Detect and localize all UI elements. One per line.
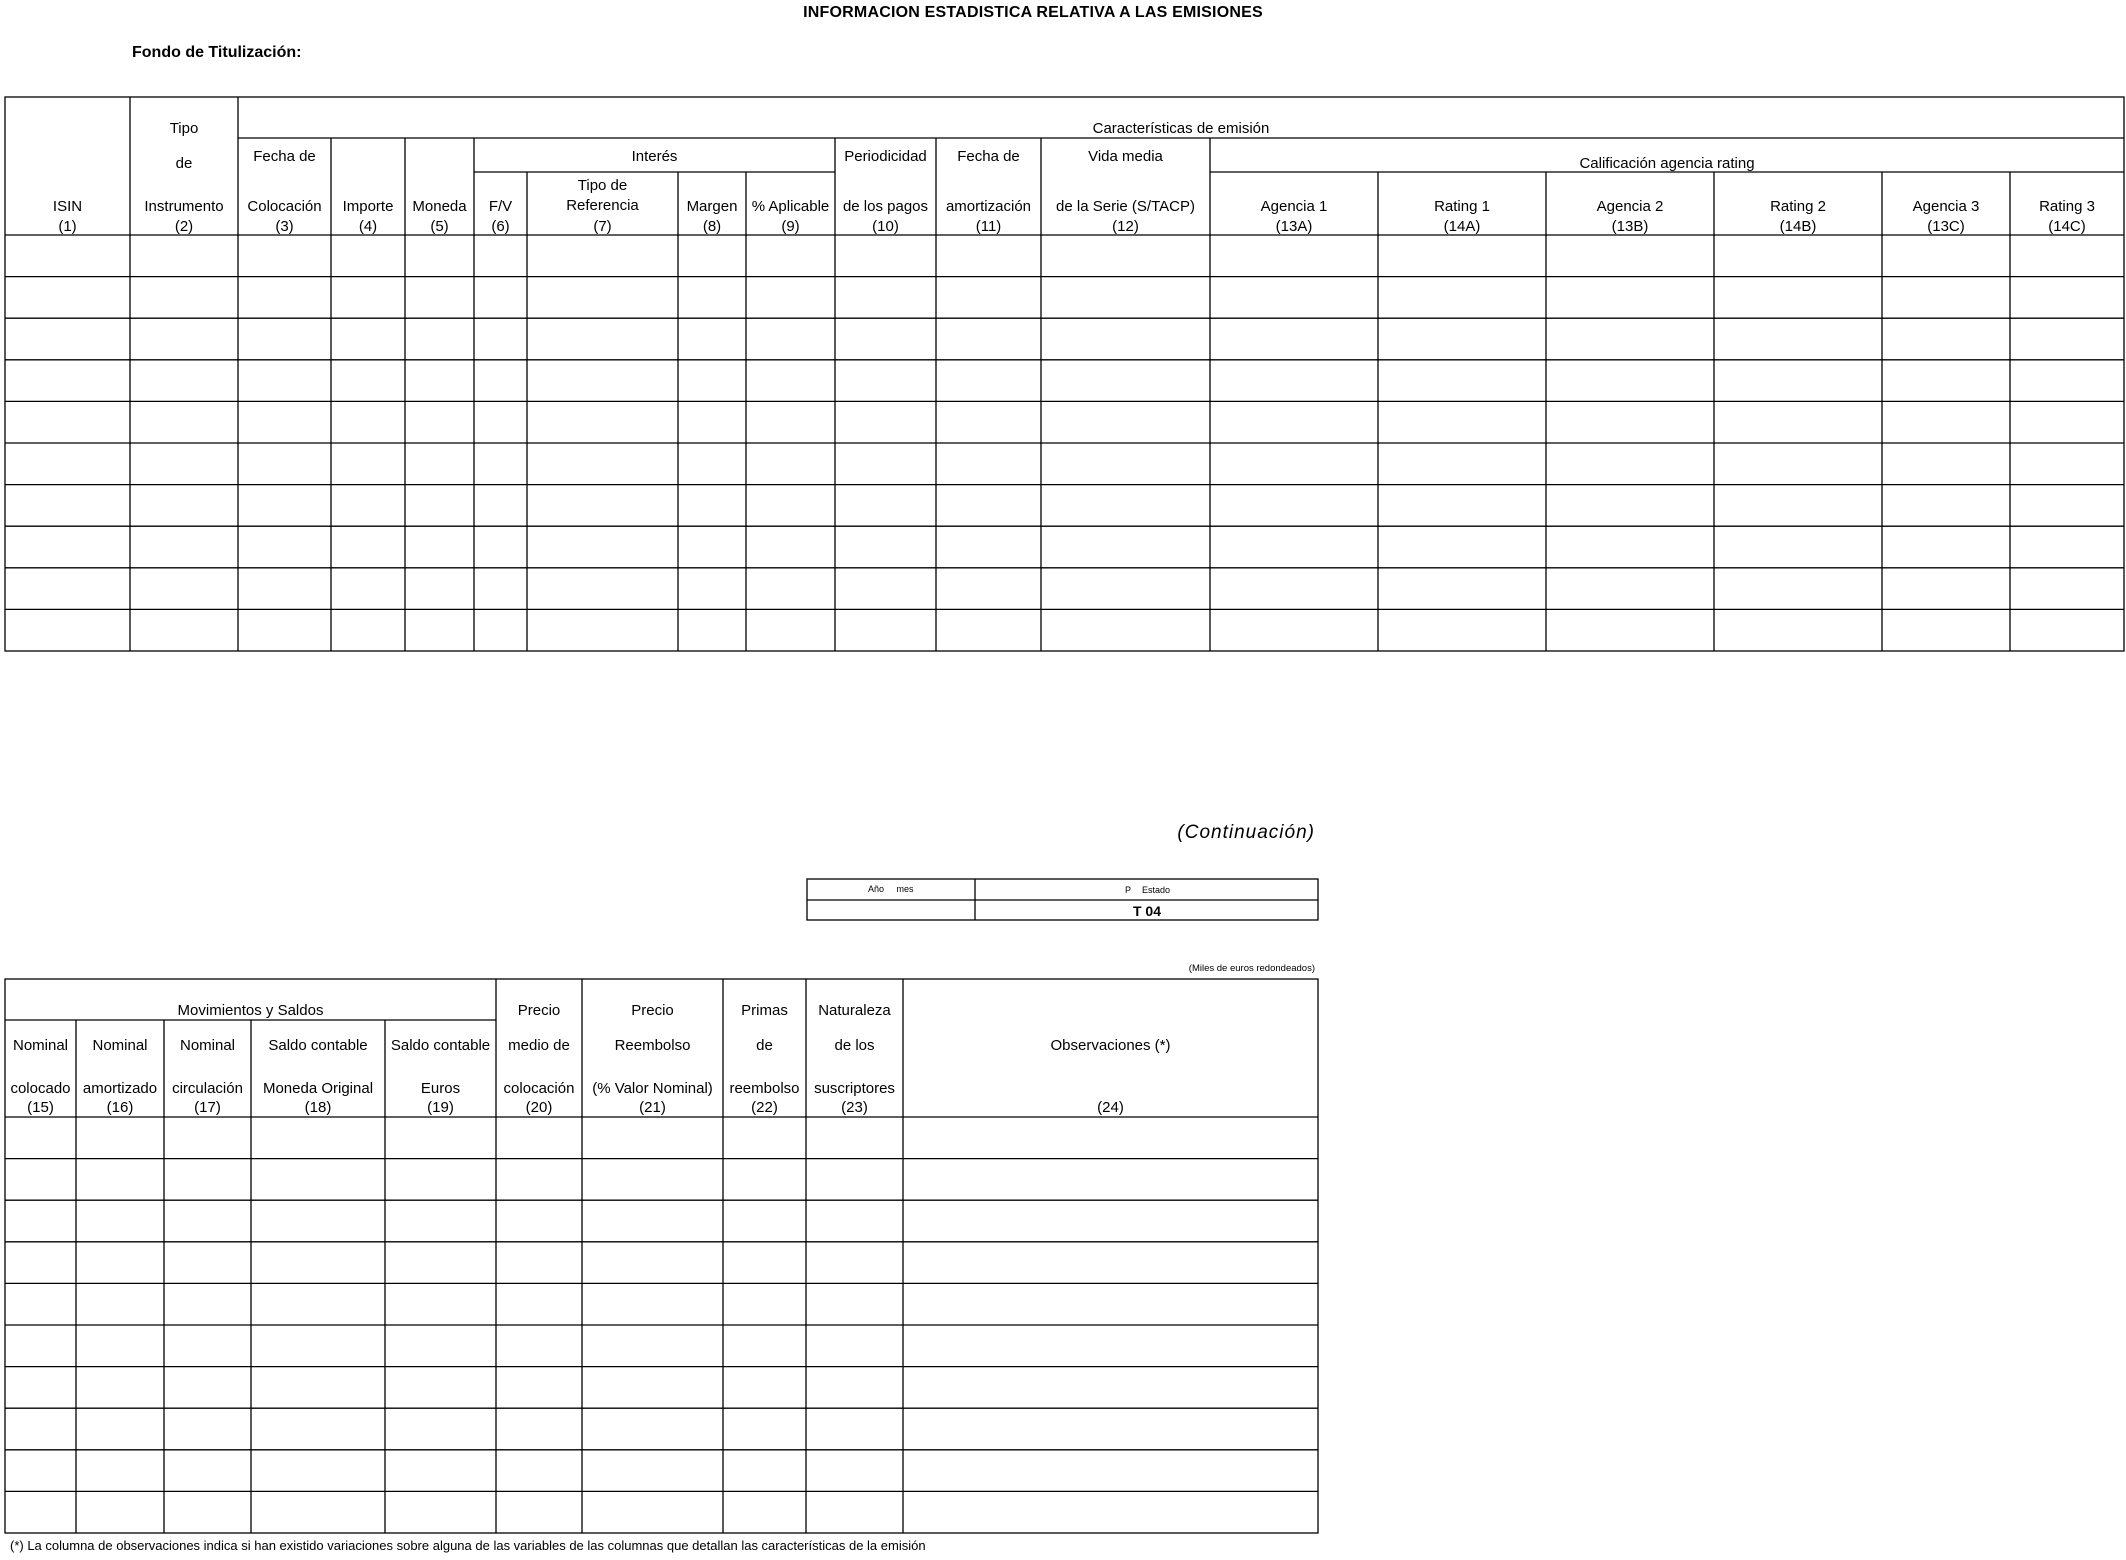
fondo-label: Fondo de Titulización: [132,44,302,61]
column-number: (13A) [1275,218,1313,235]
code-ano-label: Año [867,884,885,894]
group-interes: Interés [631,148,678,165]
column-number: (8) [702,218,722,235]
column-header-line2: amortización [945,198,1032,215]
column-header-line2: Agencia 3 [1912,198,1980,215]
column-header-line2: Instrumento [144,198,224,215]
column-number: (19) [427,1099,454,1116]
group-calificacion: Calificación agencia rating [1579,155,1755,172]
column-header-line1: Nominal [179,1037,236,1054]
column-number: (14A) [1443,218,1481,235]
column-header-line2: Rating 3 [2039,198,2095,215]
column-header-line0: Naturaleza [818,1002,891,1019]
column-number: (2) [174,218,194,235]
column-number: (4) [358,218,378,235]
code-mes-label: mes [896,884,914,894]
column-number: (18) [304,1099,332,1116]
column-number: (13C) [1927,218,1965,235]
column-header-line2: de la Serie (S/TACP) [1056,198,1195,215]
column-header-line2: suscriptores [814,1080,895,1097]
column-header-line1: Saldo contable [390,1037,491,1054]
column-number: (17) [194,1099,221,1116]
column-header-line1: Fecha de [253,148,316,165]
column-header-line2: colocación [503,1080,575,1097]
column-header-line2: % Aplicable [751,198,830,215]
column-header-line2: circulación [172,1080,243,1097]
column-header-line2: F/V [488,198,513,215]
column-header-line0: Precio [517,1002,561,1019]
column-number: (20) [525,1099,553,1116]
column-number: (14B) [1779,218,1817,235]
movements-table [5,979,1318,1533]
column-header-line2: reembolso [729,1080,800,1097]
column-number: (9) [781,218,800,235]
column-header-line1: de [756,1037,773,1054]
column-header-line1: de [175,155,193,172]
code-estado-label: Estado [1141,885,1171,895]
column-number: (11) [975,218,1002,235]
column-header-line2: Euros [420,1080,461,1097]
column-header-line1: de los [834,1037,875,1054]
column-header-line0: Tipo [169,120,199,137]
footnote: (*) La columna de observaciones indica si han existido variaciones sobre alguna de las variables de las columnas que detallan las características de la emisión [10,1538,926,1553]
column-header-line2: Margen [686,198,738,215]
column-number: (6) [491,218,510,235]
column-number: (21) [639,1099,666,1116]
column-header-line1: Reembolso [614,1037,691,1054]
column-number: (22) [751,1099,778,1116]
column-number: (24) [1097,1099,1124,1116]
column-header-line1: Nominal [92,1037,148,1054]
column-header-line2: Importe [342,198,394,215]
code-p-label: P [1124,885,1132,895]
column-header-line2: amortizado [82,1080,158,1097]
column-number: (12) [1112,218,1139,235]
units-note: (Miles de euros redondeados) [1188,963,1315,974]
column-header-line1: Fecha de [957,148,1020,165]
column-header-line1: Observaciones (*) [1050,1037,1171,1054]
column-header-line2: Moneda Original [262,1080,374,1097]
column-header-line2: Rating 1 [1434,198,1490,215]
column-number: (5) [430,218,449,235]
column-header-line2: Colocación [247,198,322,215]
column-header-line2: Rating 2 [1770,198,1826,215]
group-movimientos: Movimientos y Saldos [177,1002,324,1019]
column-number: (1) [58,218,77,235]
column-header-line2: de los pagos [842,198,929,215]
column-header-line2: Moneda [412,198,467,215]
group-caracteristicas: Características de emisión [1092,120,1270,137]
column-header-line1: Tipo de [577,177,628,194]
column-number: (13B) [1611,218,1649,235]
column-header-line2: colocado [10,1080,71,1097]
page-title: INFORMACION ESTADISTICA RELATIVA A LAS EMISIONES [803,4,1263,21]
continuacion-label: (Continuación) [1177,822,1315,843]
column-header-line2: ISIN [52,198,83,215]
column-header-line0: Primas [741,1002,788,1019]
column-header-line2: Agencia 1 [1260,198,1328,215]
column-number: (7) [593,218,612,235]
column-number: (23) [841,1099,868,1116]
column-number: (10) [872,218,899,235]
column-header-line1: Nominal [12,1037,69,1054]
column-number: (3) [275,218,294,235]
column-number: (16) [106,1099,134,1116]
column-number: (14C) [2048,218,2086,235]
column-header-line2: Agencia 2 [1596,198,1664,215]
column-number: (15) [27,1099,54,1116]
form-code: T 04 [1132,903,1162,919]
column-header-line1: Vida media [1088,148,1163,165]
column-header-line2: Referencia [566,197,639,214]
column-header-line1: medio de [508,1037,570,1054]
column-header-line1: Saldo contable [268,1037,368,1054]
column-header-line0: Precio [631,1002,674,1019]
column-header-line2: (% Valor Nominal) [592,1080,713,1097]
emission-characteristics-table [5,97,2124,651]
column-header-line1: Periodicidad [844,148,927,165]
